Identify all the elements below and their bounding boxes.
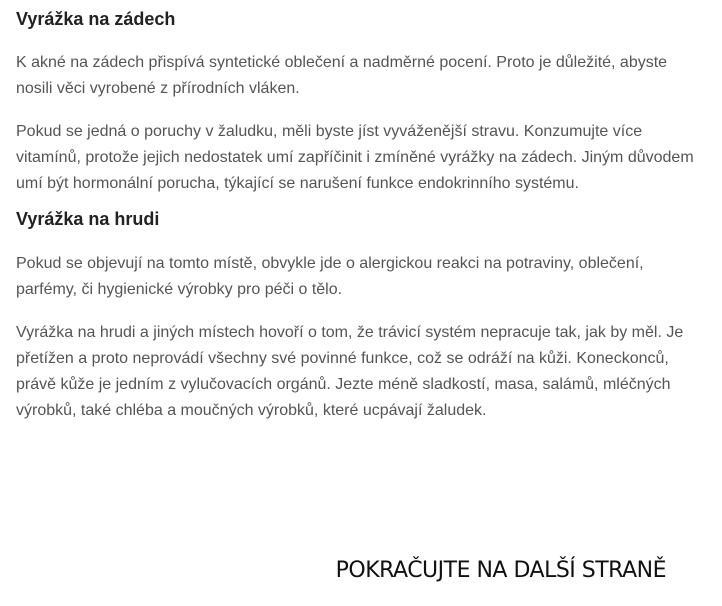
article-body bbox=[16, 0, 706, 424]
paragraph-back-2: Pokud se jedná o poruchy v žaludku, měli byste jíst vyváženější stravu. Konzumujte více vitamínů, protože jejich nedostatek umí zapříčinit i zmíněné vyrážky na zádech. Jiným důvodem umí být hormonální porucha, týkající se narušení funkce endokrinního systému. bbox=[16, 123, 694, 192]
paragraph-chest-1: Pokud se objevují na tomto místě, obvykle jde o alergickou reakci na potraviny, oblečení, parfémy, či hygienické výrobky pro péči o tělo. bbox=[16, 255, 644, 298]
next-page-link[interactable]: POKRAČUJTE NA DALŠÍ STRANĚ bbox=[335, 558, 666, 583]
paragraph-chest-2: Vyrážka na hrudi a jiných místech hovoří o tom, že trávicí systém nepracuje tak, jak by měl. Je přetížen a proto neprovádí všechny své povinné funkce, což se odráží na kůži. Koneckonců, právě kůže je jedním z vylučovacích orgánů. Jezte méně sladkostí, masa, salámů, mléčných výrobků, také chléba a moučných výrobků, které ucpávají žaludek. bbox=[16, 324, 684, 419]
section-heading-back: Vyrážka na zádech bbox=[16, 9, 176, 29]
section-heading-chest: Vyrážka na hrudi bbox=[16, 209, 160, 229]
paragraph-back-1: K akné na zádech přispívá syntetické oblečení a nadměrné pocení. Proto je důležité, abyste nosili věci vyrobené z přírodních vláken. bbox=[16, 54, 668, 97]
